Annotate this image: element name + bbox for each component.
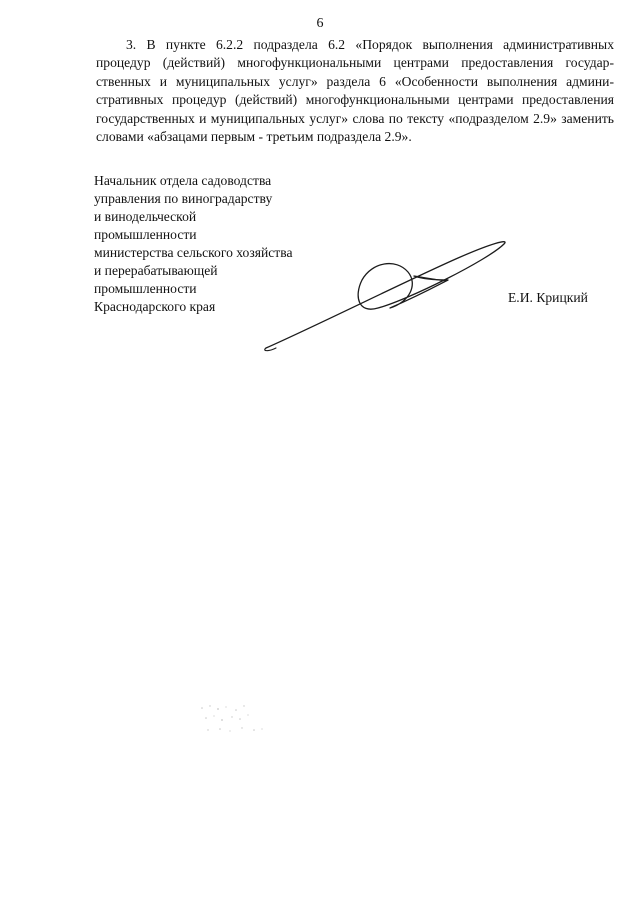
signer-name: Е.И. Крицкий bbox=[508, 290, 588, 305]
position-line: промышленности bbox=[94, 281, 197, 296]
position-line: промышленности bbox=[94, 227, 197, 242]
position-line: министерства сельского хозяйства bbox=[94, 245, 293, 260]
position-line: и перерабатывающей bbox=[94, 263, 218, 278]
page-number: 6 bbox=[316, 16, 324, 31]
amendment-paragraph: 3. В пункте 6.2.2 подраздела 6.2 «Порядок выполнения административных процедур (действий) многофункциональными центрами предоставления государственных и муниципальных услуг» раздела 6 «Особенности выполнения административных процедур (действий) многофункциональными центрами предоставления государственных и муниципальных услуг» слова по тексту «подразделом 2.9» заменить словами «абзацами первым - третьим подраздела 2.9». bbox=[96, 37, 614, 145]
position-line: Начальник отдела садоводства bbox=[94, 173, 272, 188]
scan-artifact bbox=[196, 700, 276, 740]
handwritten-signature bbox=[258, 230, 528, 360]
position-line: Краснодарского края bbox=[94, 299, 216, 314]
position-line: управления по виноградарству bbox=[94, 191, 273, 206]
position-line: и винодельческой bbox=[94, 209, 197, 224]
